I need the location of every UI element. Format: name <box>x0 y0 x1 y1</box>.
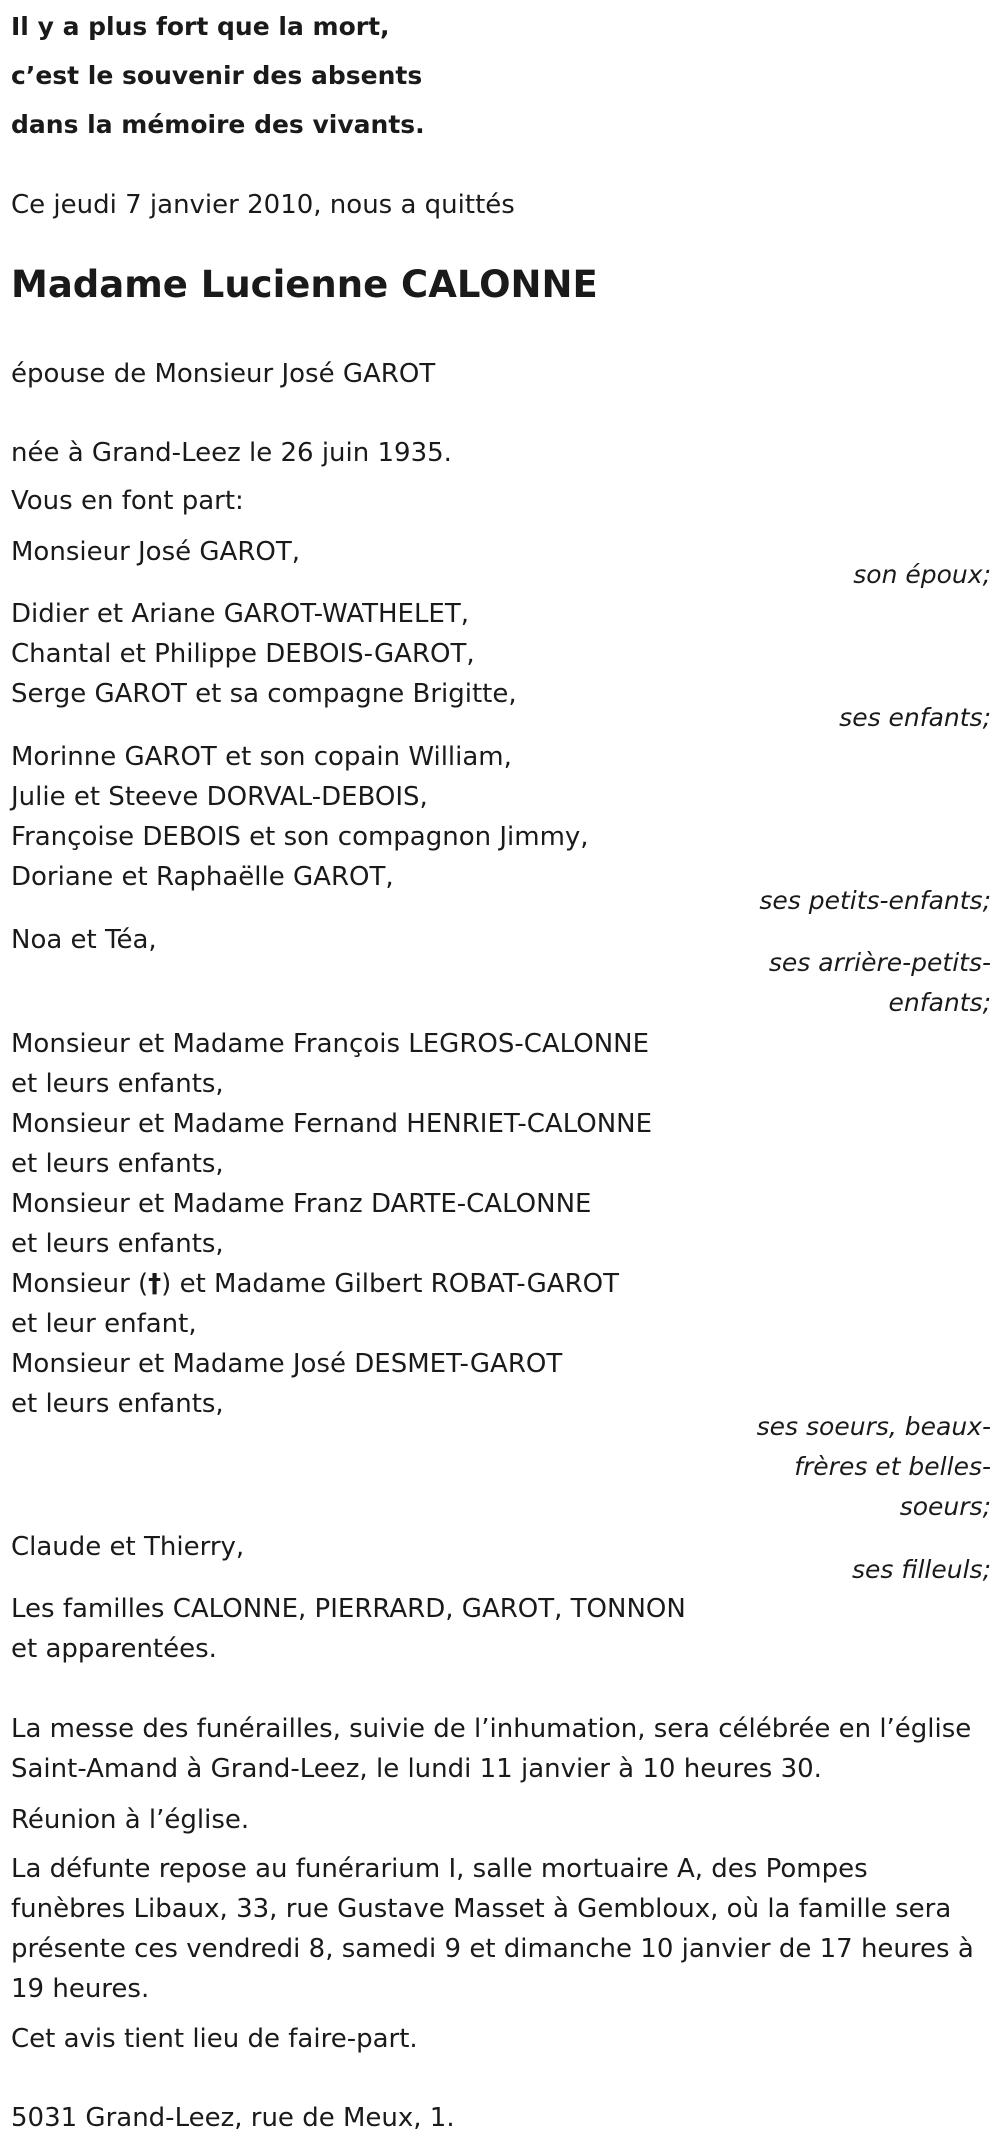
name-line: Morinne GAROT et son copain William, <box>11 742 512 772</box>
relation-line: frères et belles- <box>794 1452 991 1481</box>
relation-line: son époux; <box>853 560 991 589</box>
quote-line: dans la mémoire des vivants. <box>11 110 425 139</box>
address-text: 5031 Grand-Leez, rue de Meux, 1. <box>11 2103 455 2133</box>
relation-line: soeurs; <box>899 1492 991 1521</box>
cross-icon: † <box>148 1269 162 1299</box>
name-line: et apparentées. <box>11 1634 217 1664</box>
husband-relation <box>853 555 991 595</box>
name-line: et leur enfant, <box>11 1309 197 1339</box>
name-line: Doriane et Raphaëlle GAROT, <box>11 862 394 892</box>
birth-line: née à Grand-Leez le 26 juin 1935. <box>11 438 452 468</box>
relation-line: ses soeurs, beaux- <box>756 1412 991 1441</box>
name-line: et leurs enfants, <box>11 1389 224 1419</box>
name-line: Chantal et Philippe DEBOIS-GAROT, <box>11 639 475 669</box>
husband-names <box>11 532 300 572</box>
meeting-text: Réunion à l’église. <box>11 1805 250 1835</box>
siblings-names <box>11 1024 652 1424</box>
funeral-paragraph <box>11 1709 971 1789</box>
name-line: Les familles CALONNE, PIERRARD, GAROT, TONNON <box>11 1594 686 1624</box>
name-line: Monsieur et Madame Franz DARTE-CALONNE <box>11 1189 592 1219</box>
name-line: Monsieur et Madame José DESMET-GAROT <box>11 1349 563 1379</box>
name-line: Noa et Téa, <box>11 925 157 955</box>
intro-text: Ce jeudi 7 janvier 2010, nous a quittés <box>11 190 515 220</box>
name-line: Didier et Ariane GAROT-WATHELET, <box>11 599 470 629</box>
families-block <box>11 1589 686 1669</box>
quote-line: Il y a plus fort que la mort, <box>11 12 390 41</box>
relation-line: ses petits-enfants; <box>759 886 991 915</box>
name-line: Monsieur et Madame François LEGROS-CALONNE <box>11 1029 650 1059</box>
paragraph-line: La défunte repose au funérarium I, salle mortuaire A, des Pompes <box>11 1854 868 1884</box>
name-line-part: ) et Madame Gilbert ROBAT-GAROT <box>161 1269 619 1299</box>
relation-line: ses filleuls; <box>851 1555 991 1584</box>
name-line: Monsieur et Madame Fernand HENRIET-CALONNE <box>11 1109 653 1139</box>
children-relation <box>839 698 991 738</box>
name-line: Claude et Thierry, <box>11 1532 245 1562</box>
relation-line: ses enfants; <box>839 703 991 732</box>
godchildren-relation <box>852 1550 991 1590</box>
name-line: et leurs enfants, <box>11 1229 224 1259</box>
children-names <box>11 594 517 714</box>
name-line <box>11 1264 652 1304</box>
name-line: Julie et Steeve DORVAL-DEBOIS, <box>11 782 428 812</box>
spouse-line: épouse de Monsieur José GAROT <box>11 359 436 389</box>
siblings-relation <box>757 1407 991 1527</box>
paragraph-line: présente ces vendredi 8, samedi 9 et dimanche 10 janvier de 17 heures à <box>11 1934 974 1964</box>
quote <box>11 2 425 149</box>
paragraph-line: La messe des funérailles, suivie de l’inhumation, sera célébrée en l’église <box>11 1714 972 1744</box>
great-grandchildren-names <box>11 920 157 960</box>
paragraph-line: Saint-Amand à Grand-Leez, le lundi 11 janvier à 10 heures 30. <box>11 1754 822 1784</box>
name-line: Monsieur José GAROT, <box>11 537 301 567</box>
name-line: Françoise DEBOIS et son compagnon Jimmy, <box>11 822 589 852</box>
paragraph-line: funèbres Libaux, 33, rue Gustave Masset à Gembloux, où la famille sera <box>11 1894 952 1924</box>
paragraph-line: 19 heures. <box>11 1974 150 2004</box>
relation-line: enfants; <box>888 988 991 1017</box>
relation-line: ses arrière-petits- <box>768 948 991 977</box>
announce-line: Vous en font part: <box>11 486 244 516</box>
name-line: et leurs enfants, <box>11 1069 224 1099</box>
grandchildren-relation <box>759 881 991 921</box>
grandchildren-names <box>11 737 589 897</box>
godchildren-names <box>11 1527 244 1567</box>
great-grandchildren-relation <box>769 943 991 1023</box>
name-line: et leurs enfants, <box>11 1149 224 1179</box>
quote-line: c’est le souvenir des absents <box>11 61 423 90</box>
name-line: Serge GAROT et sa compagne Brigitte, <box>11 679 517 709</box>
deceased-name: Madame Lucienne CALONNE <box>11 263 598 306</box>
name-line-part: Monsieur ( <box>11 1269 149 1299</box>
notice-text: Cet avis tient lieu de faire-part. <box>11 2024 418 2054</box>
repose-paragraph <box>11 1849 974 2009</box>
